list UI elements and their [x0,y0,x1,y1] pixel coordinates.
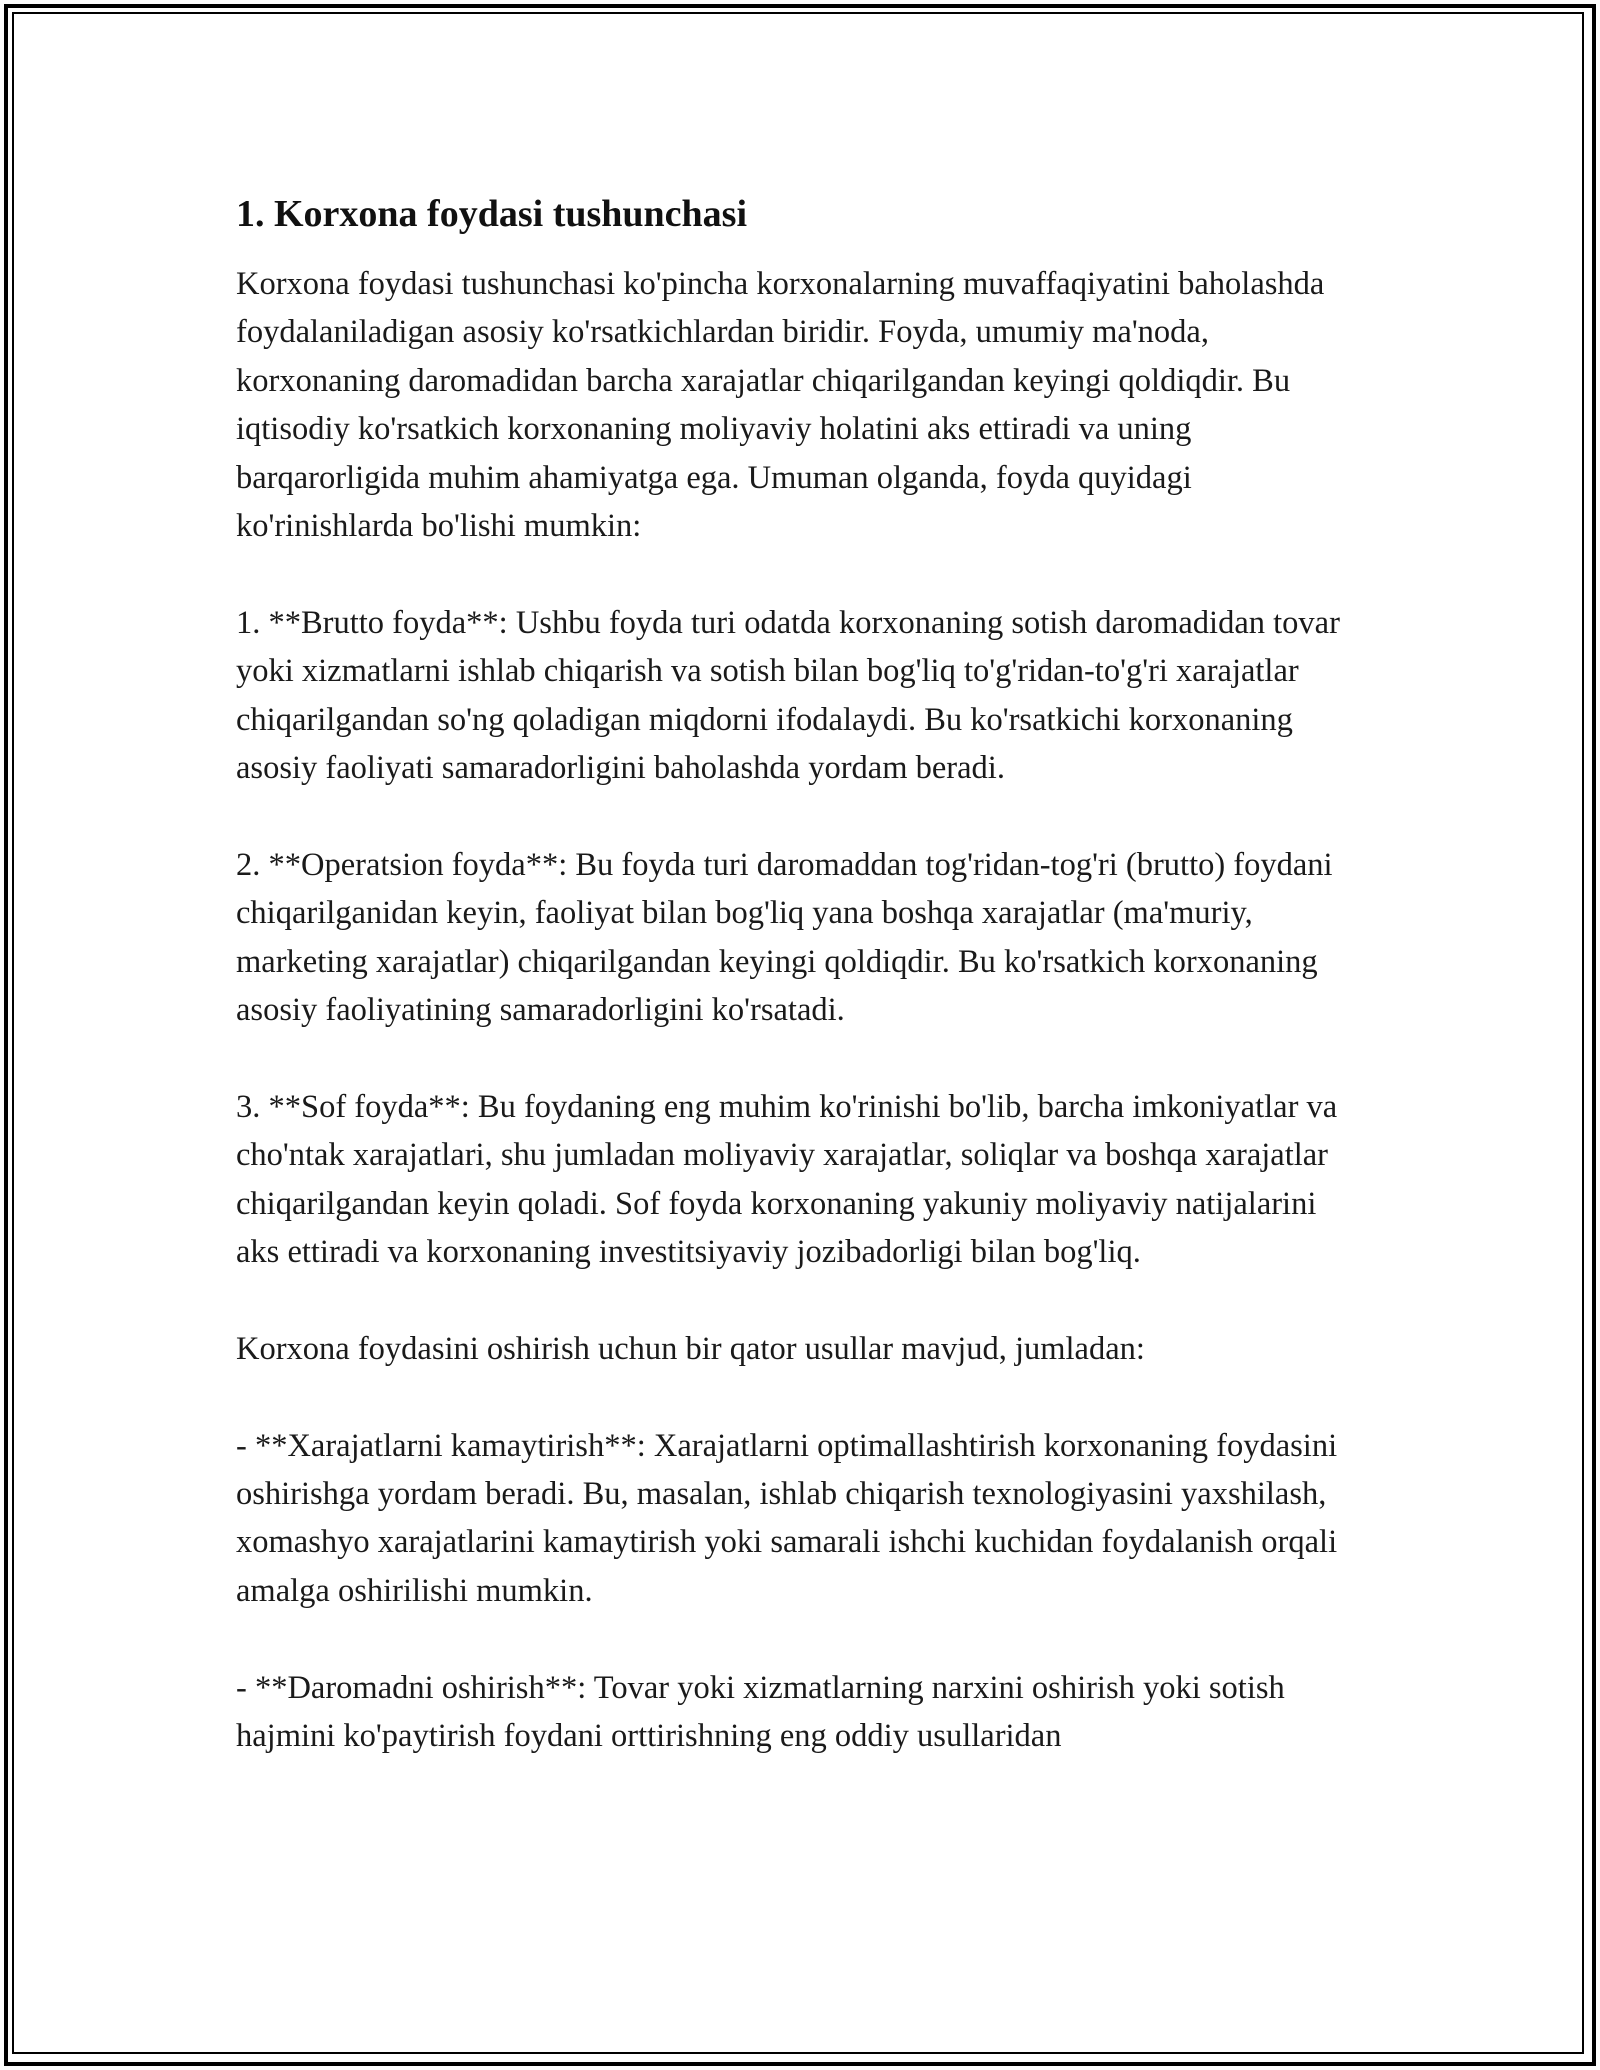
methods-intro-paragraph: Korxona foydasini oshirish uchun bir qator usullar mavjud, jumladan: [236,1330,1145,1367]
document-body [236,190,1366,1809]
list-item-brutto-foyda: 1. **Brutto foyda**: Ushbu foyda turi odatda korxonaning sotish daromadidan tovar yoki xizmatlarni ishlab chiqarish va sotish bilan bog'liq to'g'ridan-to'g'ri xarajatlar chiqarilgandan so'ng qoladigan miqdorni ifodalaydi. Bu ko'rsatkichi korxonaning asosiy faoliyati samaradorligini baholashda yordam beradi. [236,604,1340,787]
intro-paragraph: Korxona foydasi tushunchasi ko'pincha korxonalarning muvaffaqiyatini baholashda foydalaniladigan asosiy ko'rsatkichlardan biridir. Foyda, umumiy ma'noda, korxonaning daromadidan barcha xarajatlar chiqarilgandan keyingi qoldiqdir. Bu iqtisodiy ko'rsatkich korxonaning moliyaviy holatini aks ettiradi va uning barqarorligida muhim ahamiyatga ega. Umuman olganda, foyda quyidagi ko'rinishlarda bo'lishi mumkin: [236,266,1325,545]
section-heading: 1. Korxona foydasi tushunchasi [236,193,748,235]
list-item-operatsion-foyda: 2. **Operatsion foyda**: Bu foyda turi daromaddan tog'ridan-tog'ri (brutto) foydani chiqarilganidan keyin, faoliyat bilan bog'liq yana boshqa xarajatlar (ma'muriy, marketing xarajatlar) chiqarilgandan keyingi qoldiqdir. Bu ko'rsatkich korxonaning asosiy faoliyatining samaradorligini ko'rsatadi. [236,846,1333,1029]
bullet-xarajatlarni-kamaytirish: - **Xarajatlarni kamaytirish**: Xarajatlarni optimallashtirish korxonaning foydasini oshirishga yordam beradi. Bu, masalan, ishlab chiqarish texnologiyasini yaxshilash, xomashyo xarajatlarini kamaytirish yoki samarali ishchi kuchidan foydalanish orqali amalga oshirilishi mumkin. [236,1427,1338,1609]
bullet-daromadni-oshirish: - **Daromadni oshirish**: Tovar yoki xizmatlarning narxini oshirish yoki sotish hajmini ko'paytirish foydani orttirishning eng oddiy usullaridan [236,1669,1285,1755]
list-item-sof-foyda: 3. **Sof foyda**: Bu foydaning eng muhim ko'rinishi bo'lib, barcha imkoniyatlar va cho'ntak xarajatlari, shu jumladan moliyaviy xarajatlar, soliqlar va boshqa xarajatlar chiqarilgandan keyin qoladi. Sof foyda korxonaning yakuniy moliyaviy natijalarini aks ettiradi va korxonaning investitsiyaviy jozibadorligi bilan bog'liq. [236,1088,1338,1271]
